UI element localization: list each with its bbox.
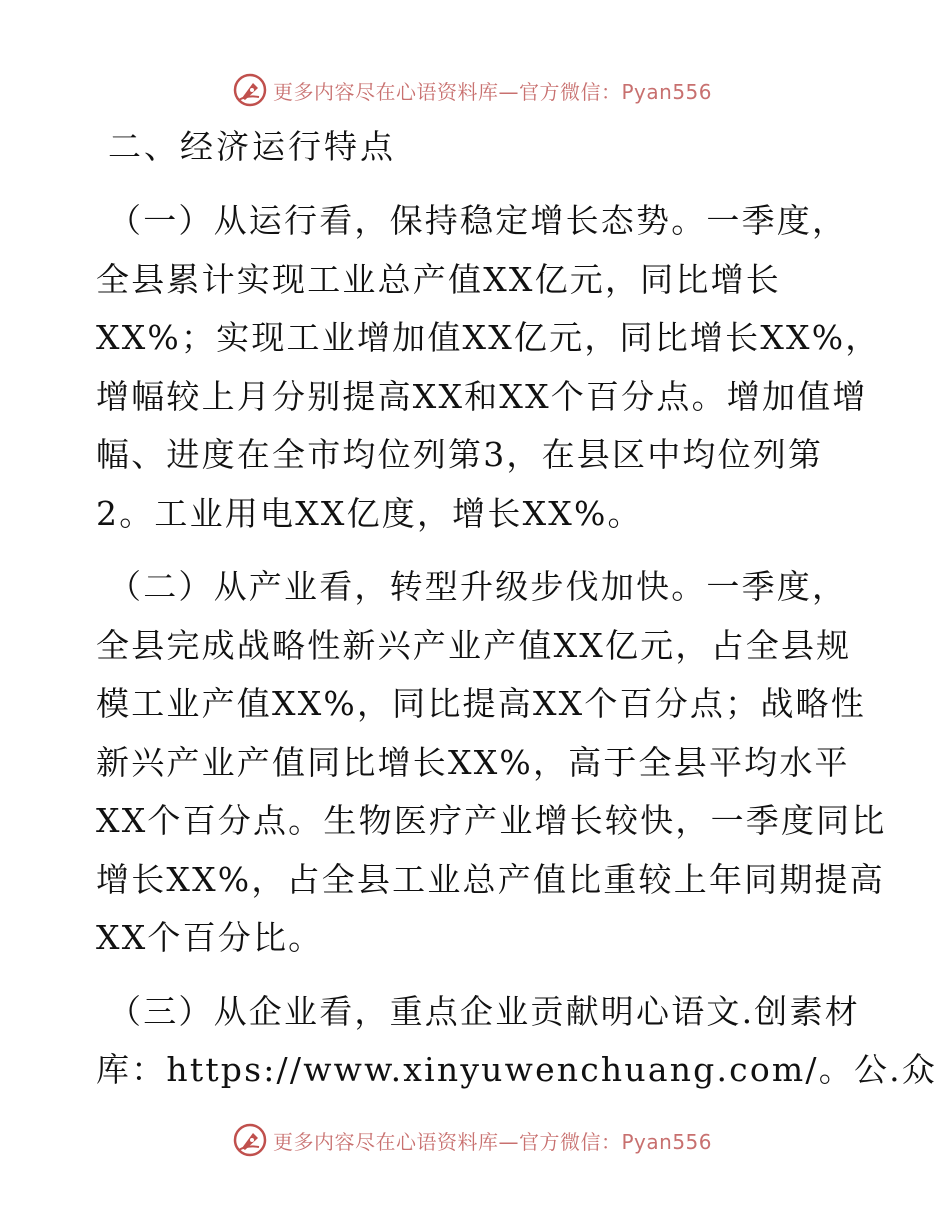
paragraph-line: 模工业产值XX%，同比提高XX个百分点；战略性 <box>96 684 866 723</box>
pen-nib-logo-icon <box>233 73 267 107</box>
paragraph-line: 全县累计实现工业总产值XX亿元，同比增长 <box>96 259 781 299</box>
pen-nib-logo-icon <box>233 1123 267 1157</box>
watermark-text: 更多内容尽在心语资料库—官方微信：Pyan556 <box>273 79 713 104</box>
section-heading: 二、经济运行特点 <box>108 127 396 166</box>
header-watermark <box>233 72 712 108</box>
paragraph-line: 增长XX%，占全县工业总产值比重较上年同期提高 <box>96 859 885 899</box>
footer-watermark <box>233 1122 712 1158</box>
paragraph-line: （二）从产业看，转型升级步伐加快。一季度， <box>108 567 848 606</box>
paragraph-1 <box>96 192 881 543</box>
paragraph-line: 2。工业用电XX亿度，增长XX%。 <box>96 493 643 533</box>
paragraph-line: （一）从运行看，保持稳定增长态势。一季度， <box>108 201 848 240</box>
paragraph-2 <box>96 558 887 968</box>
watermark-text: 更多内容尽在心语资料库—官方微信：Pyan556 <box>273 1129 713 1154</box>
paragraph-line: 增幅较上月分别提高XX和XX个百分点。增加值增 <box>96 376 868 416</box>
paragraph-line: （三）从企业看，重点企业贡献明心语文.创素材 <box>108 991 860 1031</box>
paragraph-3 <box>96 983 938 1100</box>
paragraph-line: 库：https://www.xinyuwenchuang.com/。公.众 <box>96 1050 938 1089</box>
paragraph-line: 幅、进度在全市均位列第3，在县区中均位列第 <box>96 435 824 474</box>
paragraph-line: XX个百分点。生物医疗产业增长较快，一季度同比 <box>96 801 887 840</box>
paragraph-line: 新兴产业产值同比增长XX%，高于全县平均水平 <box>96 742 850 782</box>
document-body <box>96 118 938 1115</box>
paragraph-line: XX个百分比。 <box>96 918 324 957</box>
paragraph-line: 全县完成战略性新兴产业产值XX亿元，占全县规 <box>96 625 852 665</box>
paragraph-line: XX%；实现工业增加值XX亿元，同比增长XX%， <box>96 318 881 357</box>
